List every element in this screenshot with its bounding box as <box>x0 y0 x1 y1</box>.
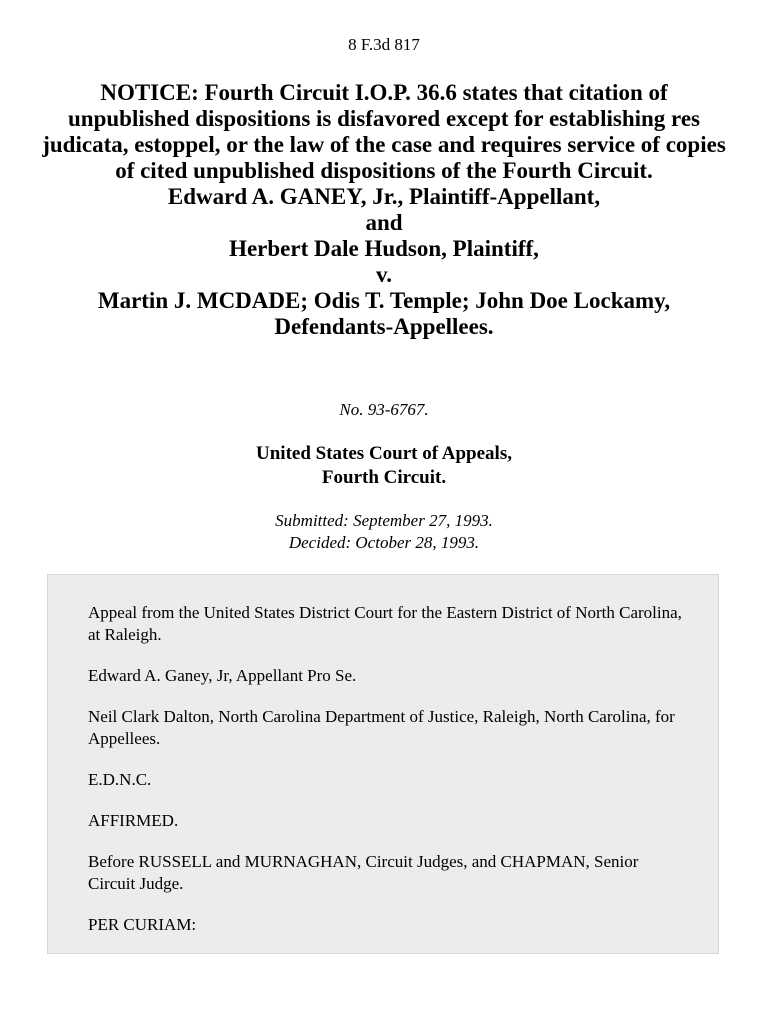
docket-number: No. 93-6767. <box>339 400 429 419</box>
court-name-line2: Fourth Circuit. <box>321 467 447 488</box>
court-name-line1: United States Court of Appeals, <box>256 443 512 464</box>
decided-date: Decided: October 28, 1993. <box>288 533 480 552</box>
court-name <box>0 442 768 490</box>
versus-label: v. <box>376 262 392 287</box>
reporter-citation: 8 F.3d 817 <box>348 35 420 54</box>
case-summary-box <box>47 574 719 954</box>
appellant-counsel-text: Edward A. Ganey, Jr, Appellant Pro Se. <box>88 666 357 685</box>
case-heading <box>40 80 728 340</box>
notice-text: NOTICE: Fourth Circuit I.O.P. 36.6 states that citation of unpublished dispositions is disfavored except for establishing res judicata, estoppel, or the law of the case and requires service of copies of cited unpublished dispositions of the Fourth Circuit. <box>42 80 726 183</box>
party-conjunction: and <box>365 210 403 235</box>
disposition-text: AFFIRMED. <box>88 811 179 830</box>
plaintiff-party: Herbert Dale Hudson, Plaintiff, <box>229 236 539 261</box>
case-summary-content <box>88 602 688 955</box>
appellee-counsel-text: Neil Clark Dalton, North Carolina Department of Justice, Raleigh, North Carolina, for Appellees. <box>88 707 675 748</box>
appeal-from-text: Appeal from the United States District Court for the Eastern District of North Carolina, at Raleigh. <box>88 603 682 644</box>
panel-text: Before RUSSELL and MURNAGHAN, Circuit Judges, and CHAPMAN, Senior Circuit Judge. <box>88 852 639 893</box>
district-text: E.D.N.C. <box>88 770 152 789</box>
appellant-party: Edward A. GANEY, Jr., Plaintiff-Appellant, <box>167 184 601 209</box>
per-curiam-text: PER CURIAM: <box>88 915 197 934</box>
defendants-party: Martin J. MCDADE; Odis T. Temple; John Doe Lockamy, Defendants-Appellees. <box>97 288 671 339</box>
case-dates <box>0 510 768 554</box>
submitted-date: Submitted: September 27, 1993. <box>275 511 493 530</box>
